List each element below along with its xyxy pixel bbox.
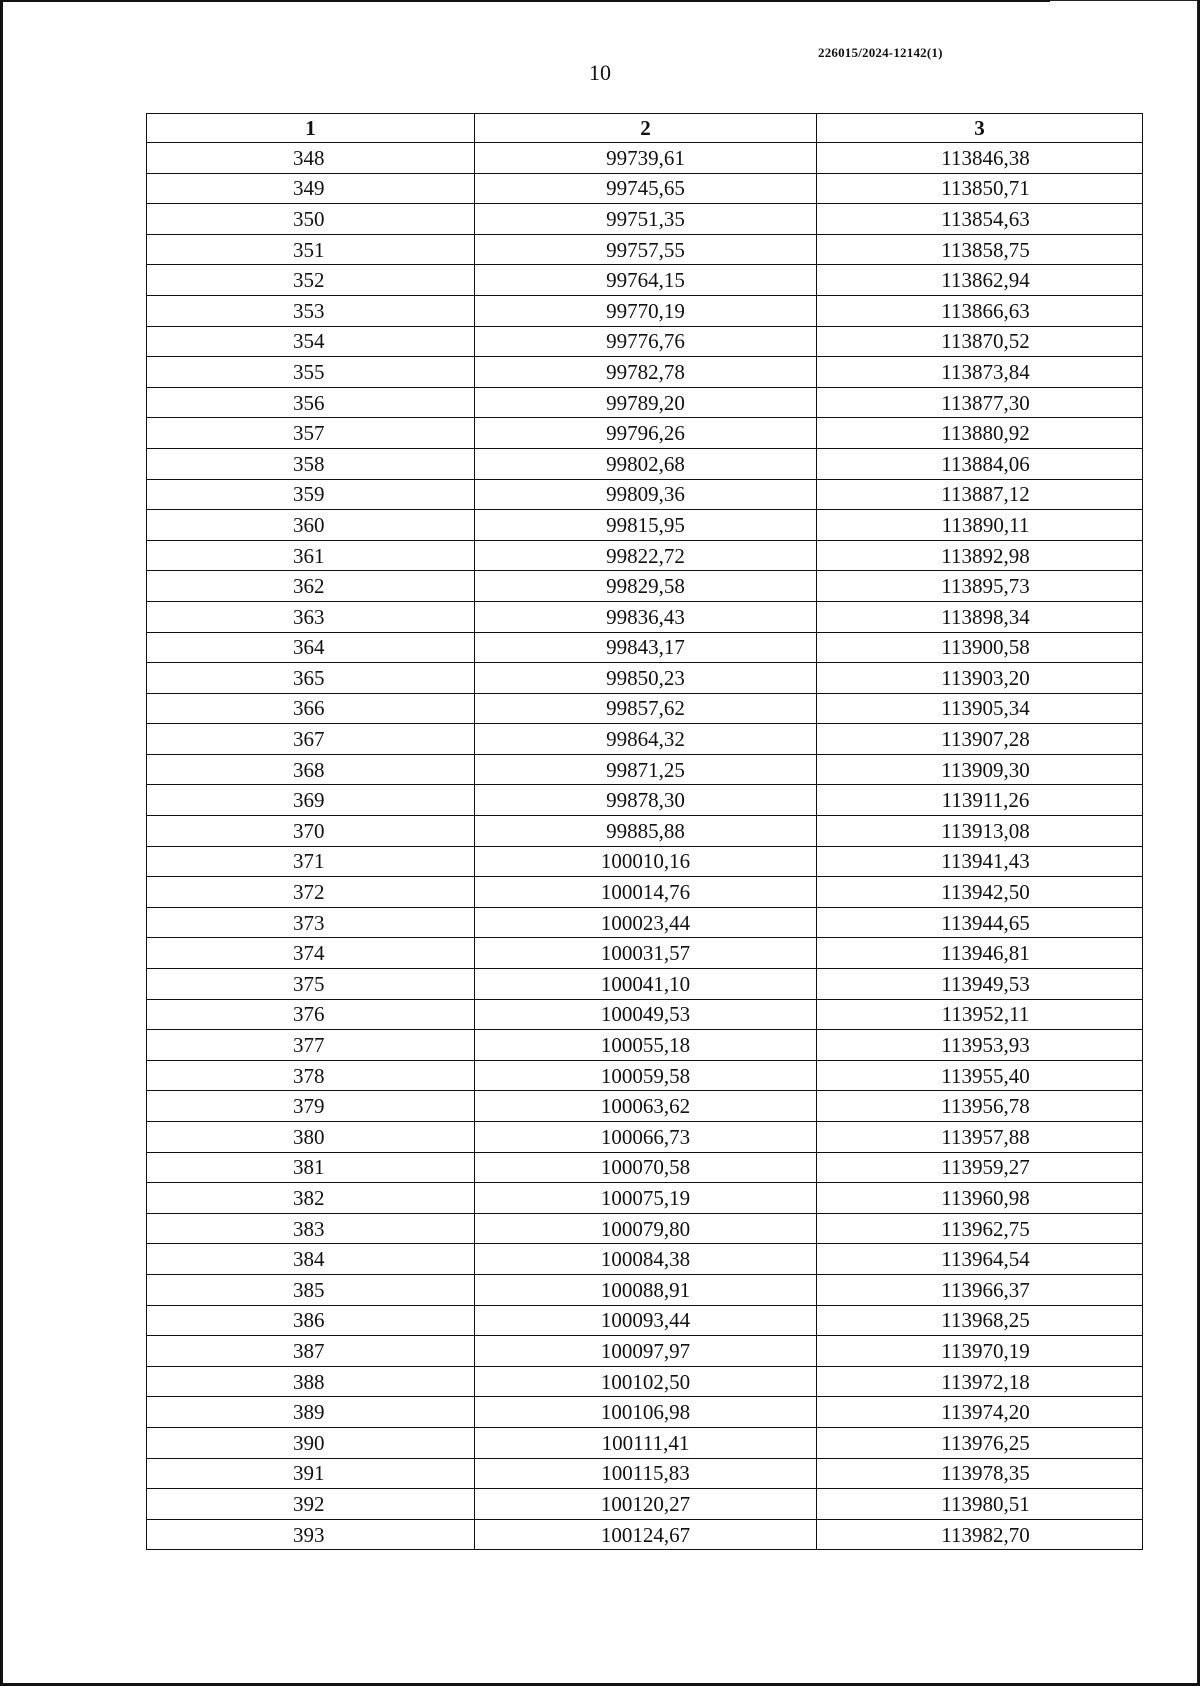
table-row: [147, 663, 1143, 694]
table-cell-col-3: 113880,92: [817, 418, 1143, 449]
table-body: [147, 143, 1143, 1550]
table-cell-col-3: 113966,37: [817, 1274, 1143, 1305]
table-cell-col-2: 100010,16: [475, 846, 817, 877]
table-row: [147, 326, 1143, 357]
table-cell-col-1: 391: [147, 1458, 475, 1489]
table-cell-col-3: 113982,70: [817, 1519, 1143, 1550]
table-cell-col-3: 113946,81: [817, 938, 1143, 969]
table-cell-col-2: 99885,88: [475, 816, 817, 847]
table-row: [147, 999, 1143, 1030]
table-cell-col-3: 113964,54: [817, 1244, 1143, 1275]
table-cell-col-1: 364: [147, 632, 475, 663]
table-cell-col-1: 384: [147, 1244, 475, 1275]
table-cell-col-2: 99836,43: [475, 601, 817, 632]
table-cell-col-1: 389: [147, 1397, 475, 1428]
table-cell-col-3: 113952,11: [817, 999, 1143, 1030]
table-cell-col-2: 99857,62: [475, 693, 817, 724]
table-row: [147, 265, 1143, 296]
table-cell-col-3: 113858,75: [817, 234, 1143, 265]
table-cell-col-2: 100120,27: [475, 1489, 817, 1520]
table-cell-col-2: 99829,58: [475, 571, 817, 602]
table-row: [147, 969, 1143, 1000]
table-cell-col-2: 99815,95: [475, 510, 817, 541]
table-cell-col-3: 113953,93: [817, 1030, 1143, 1061]
table-cell-col-1: 356: [147, 387, 475, 418]
table-cell-col-2: 100084,38: [475, 1244, 817, 1275]
table-row: [147, 173, 1143, 204]
table-cell-col-2: 100102,50: [475, 1366, 817, 1397]
table-cell-col-1: 361: [147, 540, 475, 571]
table-cell-col-3: 113877,30: [817, 387, 1143, 418]
table-row: [147, 204, 1143, 235]
table-row: [147, 479, 1143, 510]
table-row: [147, 938, 1143, 969]
table-cell-col-1: 372: [147, 877, 475, 908]
table-cell-col-1: 348: [147, 143, 475, 174]
table-row: [147, 1244, 1143, 1275]
table-cell-col-3: 113862,94: [817, 265, 1143, 296]
table-row: [147, 785, 1143, 816]
table-cell-col-1: 387: [147, 1336, 475, 1367]
table-cell-col-3: 113972,18: [817, 1366, 1143, 1397]
table-cell-col-3: 113905,34: [817, 693, 1143, 724]
table-cell-col-3: 113968,25: [817, 1305, 1143, 1336]
table-row: [147, 907, 1143, 938]
table-row: [147, 1489, 1143, 1520]
table-cell-col-1: 352: [147, 265, 475, 296]
table-cell-col-1: 393: [147, 1519, 475, 1550]
table-cell-col-1: 367: [147, 724, 475, 755]
table-cell-col-3: 113890,11: [817, 510, 1143, 541]
table-row: [147, 510, 1143, 541]
scan-edge-top: [0, 0, 1050, 2]
table-cell-col-2: 100041,10: [475, 969, 817, 1000]
table-row: [147, 1305, 1143, 1336]
table-cell-col-1: 379: [147, 1091, 475, 1122]
table-cell-col-1: 381: [147, 1152, 475, 1183]
table-cell-col-1: 351: [147, 234, 475, 265]
table-cell-col-1: 373: [147, 907, 475, 938]
table-cell-col-3: 113909,30: [817, 754, 1143, 785]
table-cell-col-2: 100031,57: [475, 938, 817, 969]
table-cell-col-1: 392: [147, 1489, 475, 1520]
table-row: [147, 632, 1143, 663]
table-row: [147, 1274, 1143, 1305]
table-cell-col-2: 99770,19: [475, 295, 817, 326]
table-cell-col-1: 369: [147, 785, 475, 816]
table-row: [147, 816, 1143, 847]
table-header: [147, 114, 1143, 143]
table-cell-col-1: 355: [147, 357, 475, 388]
table-cell-col-2: 100049,53: [475, 999, 817, 1030]
table-cell-col-1: 374: [147, 938, 475, 969]
table-cell-col-3: 113944,65: [817, 907, 1143, 938]
table-cell-col-3: 113884,06: [817, 448, 1143, 479]
table-cell-col-3: 113913,08: [817, 816, 1143, 847]
table-cell-col-3: 113970,19: [817, 1336, 1143, 1367]
table-cell-col-2: 100088,91: [475, 1274, 817, 1305]
table-row: [147, 418, 1143, 449]
table-cell-col-2: 100115,83: [475, 1458, 817, 1489]
table-row: [147, 1397, 1143, 1428]
table-cell-col-2: 100023,44: [475, 907, 817, 938]
table-cell-col-2: 99751,35: [475, 204, 817, 235]
table-cell-col-3: 113873,84: [817, 357, 1143, 388]
table-cell-col-1: 380: [147, 1122, 475, 1153]
table-cell-col-2: 100106,98: [475, 1397, 817, 1428]
table-row: [147, 357, 1143, 388]
table-cell-col-1: 375: [147, 969, 475, 1000]
table-cell-col-1: 370: [147, 816, 475, 847]
table-cell-col-1: 371: [147, 846, 475, 877]
table-cell-col-2: 99850,23: [475, 663, 817, 694]
table-cell-col-2: 99757,55: [475, 234, 817, 265]
table-cell-col-2: 99782,78: [475, 357, 817, 388]
table-row: [147, 1122, 1143, 1153]
table-cell-col-3: 113850,71: [817, 173, 1143, 204]
table-cell-col-2: 99878,30: [475, 785, 817, 816]
table-row: [147, 1336, 1143, 1367]
table-row: [147, 1091, 1143, 1122]
coordinates-table: [146, 113, 1143, 1550]
table-cell-col-1: 357: [147, 418, 475, 449]
table-cell-col-1: 360: [147, 510, 475, 541]
document-reference-number: 226015/2024-12142(1): [818, 45, 943, 60]
table-row: [147, 1152, 1143, 1183]
table-cell-col-2: 99864,32: [475, 724, 817, 755]
table-cell-col-3: 113962,75: [817, 1213, 1143, 1244]
table-cell-col-3: 113895,73: [817, 571, 1143, 602]
table-cell-col-2: 99822,72: [475, 540, 817, 571]
table-cell-col-3: 113955,40: [817, 1060, 1143, 1091]
table-cell-col-2: 99843,17: [475, 632, 817, 663]
table-cell-col-1: 390: [147, 1427, 475, 1458]
table-cell-col-2: 100075,19: [475, 1183, 817, 1214]
table-row: [147, 143, 1143, 174]
table-cell-col-3: 113942,50: [817, 877, 1143, 908]
table-cell-col-2: 99739,61: [475, 143, 817, 174]
column-header-3: 3: [817, 114, 1143, 143]
table-row: [147, 448, 1143, 479]
table-cell-col-1: 349: [147, 173, 475, 204]
table-cell-col-1: 354: [147, 326, 475, 357]
table-cell-col-3: 113960,98: [817, 1183, 1143, 1214]
table-cell-col-2: 99796,26: [475, 418, 817, 449]
table-cell-col-2: 99802,68: [475, 448, 817, 479]
table-cell-col-1: 358: [147, 448, 475, 479]
column-header-2: 2: [475, 114, 817, 143]
table-cell-col-3: 113941,43: [817, 846, 1143, 877]
table-cell-col-2: 100055,18: [475, 1030, 817, 1061]
table-cell-col-3: 113892,98: [817, 540, 1143, 571]
table-row: [147, 387, 1143, 418]
table-cell-col-1: 350: [147, 204, 475, 235]
table-row: [147, 724, 1143, 755]
table-cell-col-2: 100124,67: [475, 1519, 817, 1550]
table-cell-col-1: 388: [147, 1366, 475, 1397]
table-cell-col-3: 113957,88: [817, 1122, 1143, 1153]
table-row: [147, 571, 1143, 602]
table-cell-col-2: 99789,20: [475, 387, 817, 418]
table-row: [147, 1060, 1143, 1091]
table-cell-col-3: 113978,35: [817, 1458, 1143, 1489]
table-row: [147, 1213, 1143, 1244]
table-cell-col-2: 99745,65: [475, 173, 817, 204]
table-cell-col-1: 383: [147, 1213, 475, 1244]
table-cell-col-2: 99764,15: [475, 265, 817, 296]
scan-edge-left: [0, 0, 3, 1686]
table-cell-col-2: 99809,36: [475, 479, 817, 510]
page-number: 10: [589, 60, 611, 85]
table-cell-col-1: 378: [147, 1060, 475, 1091]
table-cell-col-2: 100063,62: [475, 1091, 817, 1122]
table-row: [147, 1519, 1143, 1550]
table-row: [147, 693, 1143, 724]
table-cell-col-3: 113903,20: [817, 663, 1143, 694]
table-cell-col-2: 99776,76: [475, 326, 817, 357]
table-cell-col-3: 113949,53: [817, 969, 1143, 1000]
table-row: [147, 1427, 1143, 1458]
table-cell-col-3: 113866,63: [817, 295, 1143, 326]
table-cell-col-2: 100111,41: [475, 1427, 817, 1458]
table-row: [147, 1183, 1143, 1214]
table-cell-col-2: 100070,58: [475, 1152, 817, 1183]
table-cell-col-3: 113980,51: [817, 1489, 1143, 1520]
table-row: [147, 1458, 1143, 1489]
table-cell-col-3: 113959,27: [817, 1152, 1143, 1183]
table-cell-col-2: 100093,44: [475, 1305, 817, 1336]
header-row: [147, 114, 1143, 143]
table-cell-col-3: 113974,20: [817, 1397, 1143, 1428]
table-cell-col-1: 386: [147, 1305, 475, 1336]
table-cell-col-3: 113900,58: [817, 632, 1143, 663]
table-row: [147, 1030, 1143, 1061]
table-cell-col-2: 100014,76: [475, 877, 817, 908]
table-row: [147, 540, 1143, 571]
table-row: [147, 601, 1143, 632]
table-row: [147, 846, 1143, 877]
table-cell-col-2: 100097,97: [475, 1336, 817, 1367]
table-cell-col-1: 359: [147, 479, 475, 510]
table-row: [147, 234, 1143, 265]
table-cell-col-1: 385: [147, 1274, 475, 1305]
table-cell-col-3: 113887,12: [817, 479, 1143, 510]
table-cell-col-1: 382: [147, 1183, 475, 1214]
table-row: [147, 754, 1143, 785]
table-cell-col-3: 113854,63: [817, 204, 1143, 235]
table-row: [147, 877, 1143, 908]
table-cell-col-2: 99871,25: [475, 754, 817, 785]
table-cell-col-1: 377: [147, 1030, 475, 1061]
column-header-1: 1: [147, 114, 475, 143]
table-cell-col-2: 100066,73: [475, 1122, 817, 1153]
table-cell-col-3: 113911,26: [817, 785, 1143, 816]
table-cell-col-3: 113898,34: [817, 601, 1143, 632]
table-cell-col-3: 113976,25: [817, 1427, 1143, 1458]
table-cell-col-3: 113907,28: [817, 724, 1143, 755]
table-cell-col-2: 100079,80: [475, 1213, 817, 1244]
table-cell-col-3: 113846,38: [817, 143, 1143, 174]
table-row: [147, 1366, 1143, 1397]
table-row: [147, 295, 1143, 326]
table-cell-col-1: 366: [147, 693, 475, 724]
table-cell-col-2: 100059,58: [475, 1060, 817, 1091]
table-cell-col-3: 113870,52: [817, 326, 1143, 357]
table-cell-col-1: 365: [147, 663, 475, 694]
table-cell-col-1: 353: [147, 295, 475, 326]
table-cell-col-3: 113956,78: [817, 1091, 1143, 1122]
table-cell-col-1: 362: [147, 571, 475, 602]
table-cell-col-1: 368: [147, 754, 475, 785]
table-cell-col-1: 363: [147, 601, 475, 632]
table-cell-col-1: 376: [147, 999, 475, 1030]
